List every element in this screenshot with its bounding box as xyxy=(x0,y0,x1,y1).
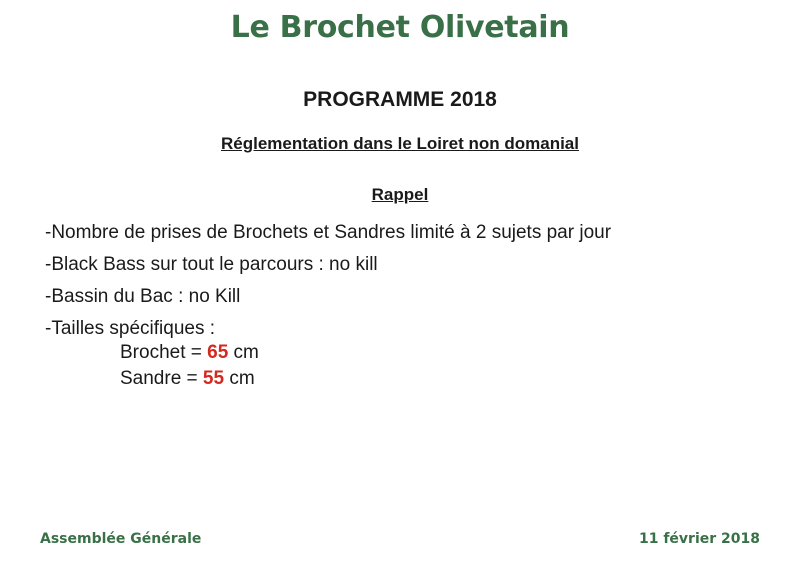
footer-event: Assemblée Générale xyxy=(40,531,202,547)
rule-black-bass: -Black Bass sur tout le parcours : no kill xyxy=(45,254,378,275)
size-brochet-unit: cm xyxy=(228,342,259,363)
rule-sizes-intro: -Tailles spécifiques : xyxy=(45,318,216,339)
size-sandre-label: Sandre = xyxy=(120,368,203,389)
rappel-heading: Rappel xyxy=(371,185,429,204)
size-sandre-unit: cm xyxy=(224,368,255,389)
footer-date: 11 février 2018 xyxy=(638,531,760,547)
size-brochet-value: 65 xyxy=(207,342,229,363)
regulation-subtitle: Réglementation dans le Loiret non domanial xyxy=(221,134,579,153)
size-brochet xyxy=(120,342,259,364)
size-brochet-label: Brochet = xyxy=(120,342,208,363)
size-sandre-value: 55 xyxy=(202,368,225,389)
programme-heading: PROGRAMME 2018 xyxy=(303,88,497,111)
page-title: Le Brochet Olivetain xyxy=(230,10,570,45)
rule-bassin-du-bac: -Bassin du Bac : no Kill xyxy=(45,286,241,307)
size-sandre xyxy=(120,368,255,390)
rule-catch-limit: -Nombre de prises de Brochets et Sandres limité à 2 sujets par jour xyxy=(45,222,612,243)
